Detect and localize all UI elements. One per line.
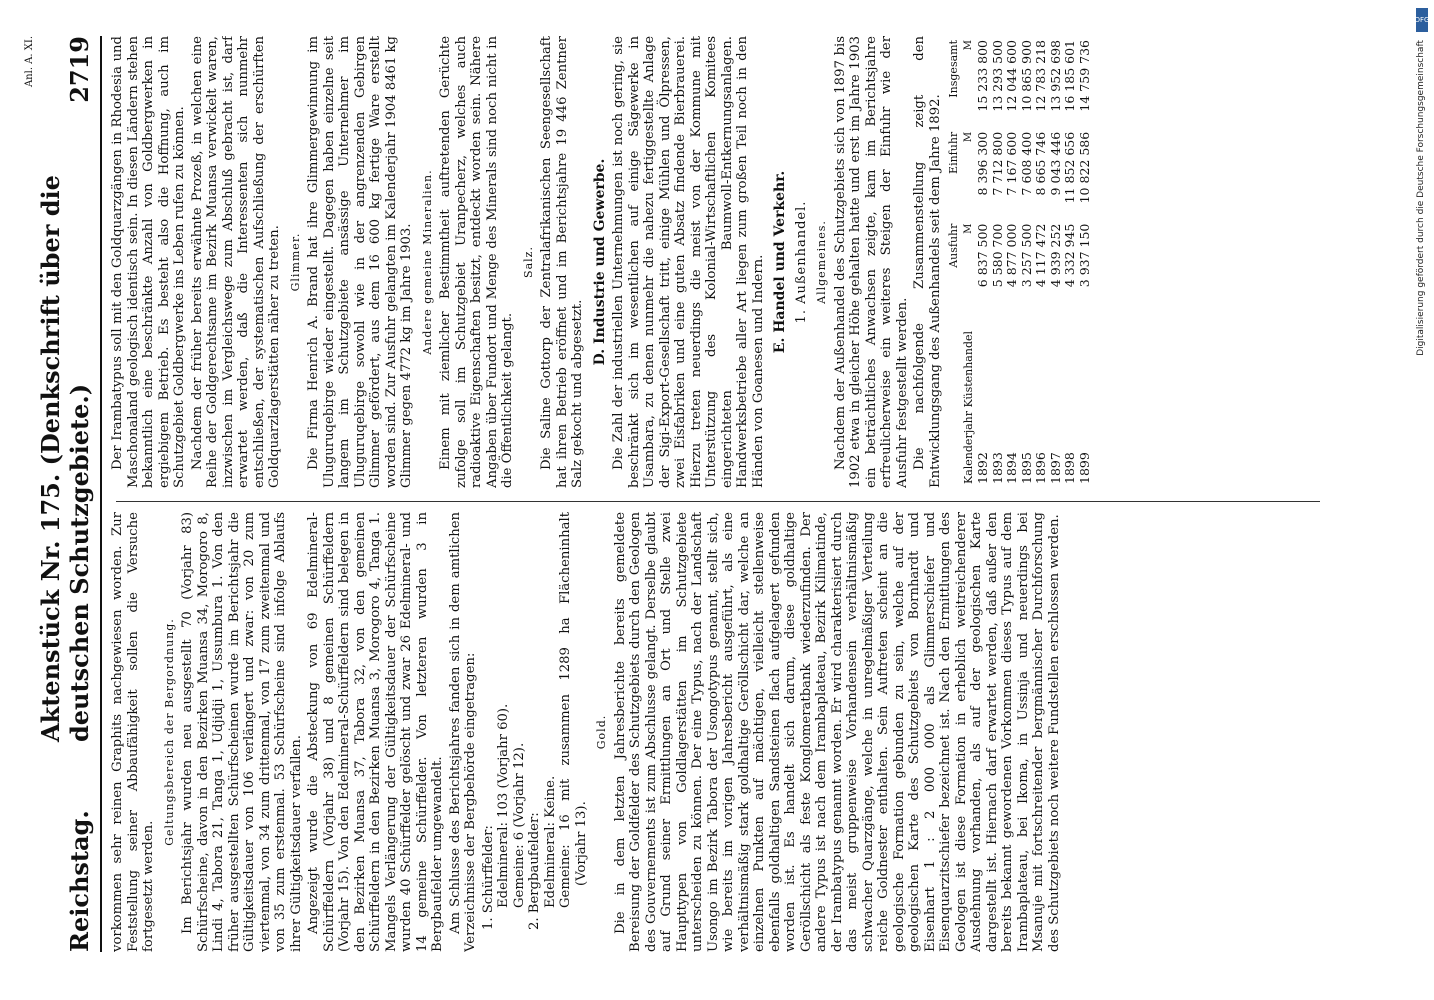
cell-export: 3 937 150 — [1076, 223, 1092, 288]
cell-total: 13 952 698 — [1047, 40, 1063, 112]
cell-total: 12 044 600 — [1004, 40, 1019, 112]
paragraph: Der Irambatypus soll mit den Goldquarzgängen in Rhodesia und Maschonaland geologisch identisch sein. In diesen Ländern stehen bekanntlich eine beschränkte Anzahl von Goldbergwerken in ergiebigem Betrieb. Es besteht also die Hoffnung, auch im Schutzgebiet Goldbergwerke ins Leben rufen zu können. — [110, 36, 187, 488]
trade-table-body — [976, 36, 1092, 488]
cell-total: 15 233 800 — [975, 40, 990, 112]
paragraph: Die Firma Henrich A. Brand hat ihre Glimmergewinnung im Uluguruqebirge wieder eingestellt. Dagegen haben einzelne seit langem im Schutzgebiete ansässige Unternehmer im Uluguruqebirge sowohl wie in der angrenzenden Gebirgen Glimmer gefördert, aus dem 16 600 kg fertige Ware erstellt worden sind. Zur Ausfuhr gelangten im Kalenderjahr 1904 8461 kg Glimmer gegen 4772 kg im Jahre 1903. — [306, 36, 414, 488]
table-row — [1063, 36, 1078, 488]
cell-total: 10 865 900 — [1018, 40, 1034, 112]
paragraph: Die nachfolgende Zusammenstellung zeigt den Entwicklungsgang des Außenhandels seit dem Jahre 1892. — [912, 36, 943, 488]
paragraph: Angezeigt wurde die Absteckung von 69 Edelmineral-Schürffeldern (Vorjahr 38) und 8 gemeinen Schürffeldern (Vorjahr 15). Von den Edelmineral-Schürffeldern sind belegen in den Bezirken Muansa 37, Tabora 32, von den gemeinen Schürffeldern in den Bezirken Muansa 3, Morogoro 4, Tanga 1. Mangels Verlängerung der Gültigkeitsdauer der Schürfscheine wurden 40 Schürffelder gelöscht und zwar 26 Edelmineral- und 14 gemeine Schürffelder. Von letzteren wurden 3 in Bergbaufelder umgewandelt. — [306, 512, 445, 952]
trade-table — [947, 36, 1092, 488]
cell-year: 1892 — [975, 452, 990, 484]
cell-total: 12 783 218 — [1033, 40, 1048, 112]
cell-export: 4 117 472 — [1033, 223, 1048, 288]
section-heading-handel: E. Handel und Verkehr. — [772, 170, 788, 354]
page-header — [36, 36, 102, 952]
paragraph: Die in dem letzten Jahresberichte bereits gemeldete Bereisung der Goldfelder des Schutzgebiets durch den Geologen des Gouvernements ist zum Abschlusse gelangt. Derselbe glaubt auf Grund seiner Ermittlungen an Ort und Stelle zwei Haupttypen von Goldlagerstätten im Schutzgebiete unterscheiden zu können. Der eine Typus, nach der Landschaft Usongo im Bezirk Tabora der Usongotypus genannt, stellt sich, wie bereits im vorigen Jahresbericht ausgeführt, als eine verhältnismäßig stark goldhaltige Geröllschicht dar, welche an einzelnen Punkten auf mächtigen, vielleicht stellenweise ebenfalls goldhaltigen Sandsteinen flach aufgelagert gefunden worden ist. Es handelt sich darum, diese goldhaltige Geröllschicht als feste Konglomeratbank wiederzufinden. Der andere Typus ist nach dem Irambaplateau, Bezirk Kilimatinde, der Irambatypus genannt worden. Er wird charakterisiert durch das meist gruppenweise Vorhandensein verhältnismäßig schwacher Quarzgänge, welche in unregelmäßiger Verteilung reiche Goldnester enthalten. Sein Auftreten scheint an die geologische Formation gebunden zu sein, welche auf der geologischen Karte des Schutzgebiets von Bornhardt und Eisenhart 1 : 2 000 000 als Glimmerschiefer und Eisenquarzitschiefer bezeichnet ist. Nach den Ermittlungen des Geologen ist diese Formation in erheblich weitreichenderer Ausdehnung vorhanden, als auf der geologischen Karte dargestellt ist. Hiernach darf erwartet werden, daß außer den bereits bekannt gewordenen Vorkommen dieses Typus auf dem Irambaplateau, bei Ikoma, in Ussinja und neuerdings bei Msanuje mit fortschreitender bergmännischer Durchforschung des Schutzgebiets noch weitere Fundstellen erschlossen werden. — [612, 512, 1062, 952]
header-title: Aktenstück Nr. 175. (Denkschrift über die deutschen Schutzgebiete.) — [36, 175, 94, 742]
section-heading-glimmer: Glimmer. — [288, 232, 302, 292]
table-row — [1049, 36, 1064, 488]
page-number: 2719 — [65, 36, 94, 103]
cell-export: 5 580 700 — [989, 223, 1005, 288]
header-export: Ausfuhr M — [947, 223, 974, 268]
register-list — [481, 512, 590, 952]
list-item: Edelmineral: 103 (Vorjahr 60). — [496, 703, 511, 908]
header-year: Kalenderjahr Küstenhandel — [961, 330, 975, 484]
cell-year: 1894 — [1004, 452, 1019, 484]
table-row — [1078, 36, 1093, 488]
cell-import: 8 396 300 — [975, 131, 990, 196]
cell-import: 9 043 446 — [1047, 131, 1063, 196]
cell-year: 1896 — [1033, 452, 1048, 484]
cell-year: 1895 — [1018, 452, 1034, 484]
cell-export: 4 877 000 — [1004, 223, 1019, 288]
subsection-heading-allgemeines: Allgemeines. — [815, 220, 828, 304]
section-heading-salz: Salz. — [521, 246, 535, 278]
cell-import: 7 608 400 — [1018, 131, 1034, 196]
paragraph: Am Schlusse des Berichtsjahres fanden sich in dem amtlichen Verzeichnisse der Bergbehörde eingetragen: — [447, 512, 478, 952]
paragraph: Nachdem der früher bereits erwähnte Prozeß, in welchen eine Reihe der Goldgerechtsame im Bezirk Muansa verwickelt waren, inzwischen im Vergleichswege zum Abschluß gebracht ist, darf erwartet werden, daß die Interessenten sich nunmehr entschließen, der systematischen Aufschließung der erschürften Goldquarzlagerstätten näher zu treten. — [189, 36, 282, 488]
left-column — [110, 512, 1330, 952]
paragraph: Die Zahl der industriellen Unternehmungen ist noch gering, sie beschränkt sich im wesentlichen auf einige Sägewerke in Usambara, zu denen nunmehr die nahezu fertiggestellte Anlage der Sigi-Export-Gesellschaft tritt, einige Mühlen und Ölpressen, zwei Eisfabriken und eine guten Absatz findende Bierbrauerei. Hierzu treten neuerdings die meist von der Kommune mit Unterstützung des Kolonial-Wirtschaftlichen Komitees eingerichteten Baumwoll-Entkernungsanlagen. Handwerksbetriebe aller Art liegen zum großen Teil noch in den Händen von Goanesen und Indern. — [611, 36, 766, 488]
cell-total: 16 185 601 — [1062, 40, 1077, 112]
section-heading-bergordnung: Geltungsbereich der Bergordnung. — [162, 618, 176, 846]
paragraph: Die Saline Gottorp der Zentralafrikanischen Seengesellschaft hat ihren Betrieb eröffnet und im Berichtsjahre 19 446 Zentner Salz gekocht und abgesetzt. — [539, 36, 585, 488]
cell-import: 8 665 746 — [1033, 131, 1048, 196]
cell-export: 3 257 500 — [1018, 223, 1034, 288]
cell-export: 6 837 500 — [975, 223, 990, 288]
digitization-credit: Digitalisierung gefördert durch die Deutsche Forschungsgemeinschaft — [1416, 40, 1426, 356]
paragraph: Einem mit ziemlicher Bestimmtheit auftretenden Gerüchte zufolge soll im Schutzgebiet Uranpecherz, welches auch radioaktive Eigenschaften besitzt, entdeckt worden sein. Nähere Angaben über Fundort und Menge des Minerals sind noch nicht in die Öffentlichkeit gelangt. — [438, 36, 515, 488]
cell-import: 11 852 656 — [1062, 131, 1077, 204]
section-heading-gold: Gold. — [595, 714, 608, 750]
section-heading-minerals: Andere gemeine Mineralien. — [420, 169, 434, 355]
dfg-logo: DFG — [1416, 8, 1428, 32]
table-header-row — [947, 36, 976, 488]
cell-import: 10 822 586 — [1076, 131, 1092, 204]
table-row — [1034, 36, 1049, 488]
cell-year: 1898 — [1062, 452, 1077, 484]
list-item: Gemeine: 6 (Vorjahr 12). — [511, 742, 527, 908]
right-column — [110, 36, 1330, 488]
paragraph: Im Berichtsjahr wurden neu ausgestellt 70 (Vorjahr 83) Schürfscheine, davon in den Bezirken Muansa 34, Morogoro 8, Lindi 4, Tabora 21, Tanga 1, Udjidji 1, Ussumbura 1. Von den früher ausgestellten Schürfscheinen wurde im Berichtsjahr die Gültigkeitsdauer von 106 verlängert und zwar: von 20 zum viertenmal, von 34 zum drittenmal, von 17 zum zweitenmal und von 35 zum erstenmal. 53 Schürfscheine sind infolge Ablaufs ihrer Gültigkeitsdauer verfallen. — [180, 512, 304, 952]
table-row — [1005, 36, 1020, 488]
table-row — [976, 36, 991, 488]
section-heading-industrie: D. Industrie und Gewerbe. — [591, 158, 608, 366]
cell-import: 7 712 800 — [989, 131, 1005, 196]
intro-paragraph: vorkommen sehr reinen Graphits nachgewiesen worden. Zur Feststellung seiner Abbaufähigkeit sollen die Versuche fortgesetzt werden. — [110, 512, 156, 952]
table-row — [991, 36, 1006, 488]
header-left: Reichstag. — [65, 810, 94, 952]
subsection-heading-aussenhandel: 1. Außenhandel. — [793, 200, 809, 324]
list-item: 2. Bergbaufelder: — [527, 812, 542, 930]
column-divider — [116, 501, 1320, 502]
header-import: Einfuhr M — [947, 131, 974, 174]
list-item: Gemeine: 16 mit zusammen 1289 ha Flächeninhalt (Vorjahr 13). — [558, 512, 589, 908]
header-total: Insgesamt M — [947, 40, 974, 98]
cell-import: 7 167 600 — [1004, 131, 1019, 196]
cell-year: 1897 — [1047, 452, 1063, 484]
cell-export: 4 332 945 — [1062, 223, 1077, 288]
list-item: Edelmineral: Keine. — [542, 775, 558, 908]
list-item: 1. Schürffelder: — [480, 825, 496, 930]
cell-total: 14 759 736 — [1076, 40, 1092, 112]
cell-year: 1899 — [1076, 452, 1092, 484]
cell-total: 13 293 500 — [989, 40, 1005, 112]
table-row — [1020, 36, 1035, 488]
margin-note: Anl. A. XI. — [24, 36, 35, 88]
paragraph: Nachdem der Außenhandel des Schutzgebiets sich von 1897 bis 1902 etwa in gleicher Höhe gehalten hatte und erst im Jahre 1903 ein beträchtliches Anwachsen zeigte, kam im Berichtsjahre erfreulicherweise ein weiteres Steigen der Einfuhr wie der Ausfuhr festgestellt werden. — [832, 36, 910, 488]
cell-year: 1893 — [989, 452, 1005, 484]
cell-export: 4 939 252 — [1047, 223, 1063, 288]
